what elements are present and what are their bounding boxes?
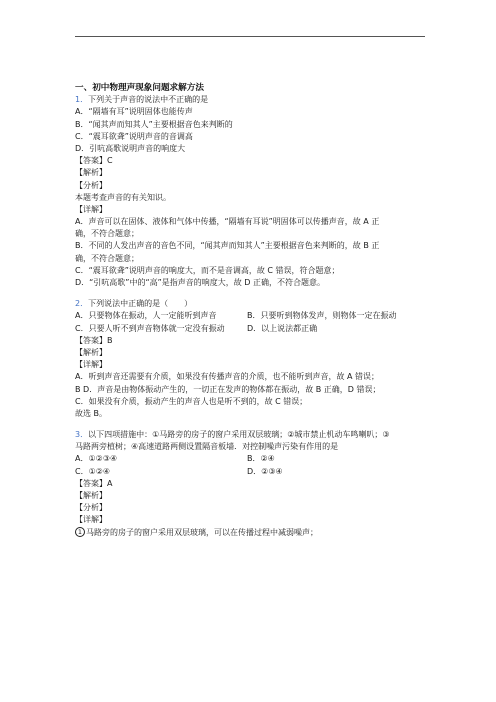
header-rule <box>75 36 425 37</box>
question-text: 下列关于声音的说法中不正确的是 <box>88 95 209 105</box>
question-text: 以下四项措施中：①马路旁的房子的窗户采用双层玻璃；②城市禁止机动车鸣喇叭；③ <box>88 430 390 440</box>
q3-option-c: C．①②④ <box>75 466 111 476</box>
q3-detail-text: 马路旁的房子的窗户采用双层玻璃，可以在传播过程中减弱噪声； <box>86 527 318 537</box>
q2-answer: 【答案】B <box>75 335 113 345</box>
question-3-stem-cont: 马路两旁植树；④高速道路两侧设置隔音板墙．对控制噪声污染有作用的是 <box>75 442 339 452</box>
question-number: 2． <box>75 299 89 309</box>
q3-answer: 【答案】A <box>75 478 113 488</box>
q2-detail-line: 故选 B。 <box>75 408 108 418</box>
question-2-stem <box>75 298 427 310</box>
q1-option-a: A．“隔墙有耳”说明固体也能传声 <box>75 107 193 117</box>
circled-number-icon: 1 <box>75 527 85 537</box>
q3-xiangjie-label: 【详解】 <box>75 515 107 525</box>
q3-options-row-2 <box>75 466 427 478</box>
q2-detail-line: B D．声音是由物体振动产生的，一切正在发声的物体都在振动，故 B 正确，D 错误； <box>75 384 381 394</box>
q1-detail-line: D．“引吭高歌”中的“高”是指声音的响度大，故 D 正确，不符合题意。 <box>75 278 325 287</box>
q2-options-row-1 <box>75 310 427 322</box>
q1-detail-line: 确，不符合题意； <box>75 229 139 239</box>
question-1-stem <box>75 94 427 106</box>
q1-fenxi-text: 本题考查声音的有关知识。 <box>75 192 171 202</box>
q2-options-row-2 <box>75 323 427 335</box>
question-text: 下列说法中正确的是（ ） <box>88 299 193 309</box>
q1-detail-line: B．不同的人发出声音的音色不同，“闻其声而知其人”主要根据音色来判断的，故 B 正 <box>75 241 380 251</box>
q3-option-d: D．②③④ <box>247 466 283 476</box>
q2-option-b: B．只要听到物体发声，则物体一定在振动 <box>247 311 397 321</box>
q2-option-c: C．只要人听不到声音物体就一定没有振动 <box>75 323 225 333</box>
q1-option-c: C．“震耳欲聋”说明声音的音调高 <box>75 131 193 141</box>
q3-option-a: A．①②③④ <box>75 454 118 464</box>
q1-option-d: D．引吭高歌说明声音的响度大 <box>75 143 186 153</box>
q1-detail-line: C．“震耳欲聋”说明声音的响度大，而不是音调高，故 C 错误，符合题意； <box>75 265 340 275</box>
q2-detail-line: A．听到声音还需要有介质，如果没有传播声音的介质，也不能听到声音，故 A 错误； <box>75 372 380 382</box>
q1-fenxi-label: 【分析】 <box>75 180 107 190</box>
content <box>75 82 427 539</box>
section-title: 一、初中物理声现象问题求解方法 <box>75 83 204 93</box>
question-number: 1． <box>75 95 89 105</box>
q1-detail-line: A．声音可以在固体、液体和气体中传播，“隔墙有耳说”明固体可以传播声音，故 A 正 <box>75 217 380 227</box>
q2-option-d: D．以上说法都正确 <box>247 323 318 333</box>
q2-option-a: A．只要物体在振动，人一定能听到声音 <box>75 311 217 321</box>
q1-option-b: B．“闻其声而知其人”主要根据音色来判断的 <box>75 119 233 129</box>
question-number: 3． <box>75 430 89 440</box>
q2-xiangjie-label: 【详解】 <box>75 360 107 370</box>
q1-jiexi-label: 【解析】 <box>75 168 107 178</box>
q1-answer: 【答案】C <box>75 156 113 166</box>
question-3-stem <box>75 429 427 441</box>
q1-xiangjie-label: 【详解】 <box>75 204 107 214</box>
q3-jiexi-label: 【解析】 <box>75 491 107 500</box>
q2-jiexi-label: 【解析】 <box>75 347 107 357</box>
q3-options-row-1 <box>75 453 427 465</box>
q3-option-b: B．②④ <box>247 454 275 464</box>
q3-fenxi-label: 【分析】 <box>75 503 107 513</box>
q3-detail-line <box>75 527 427 539</box>
q2-detail-line: C．如果没有介质，振动产生的声音人也是听不到的，故 C 错误； <box>75 396 308 406</box>
q1-detail-line: 确，不符合题意； <box>75 253 139 263</box>
